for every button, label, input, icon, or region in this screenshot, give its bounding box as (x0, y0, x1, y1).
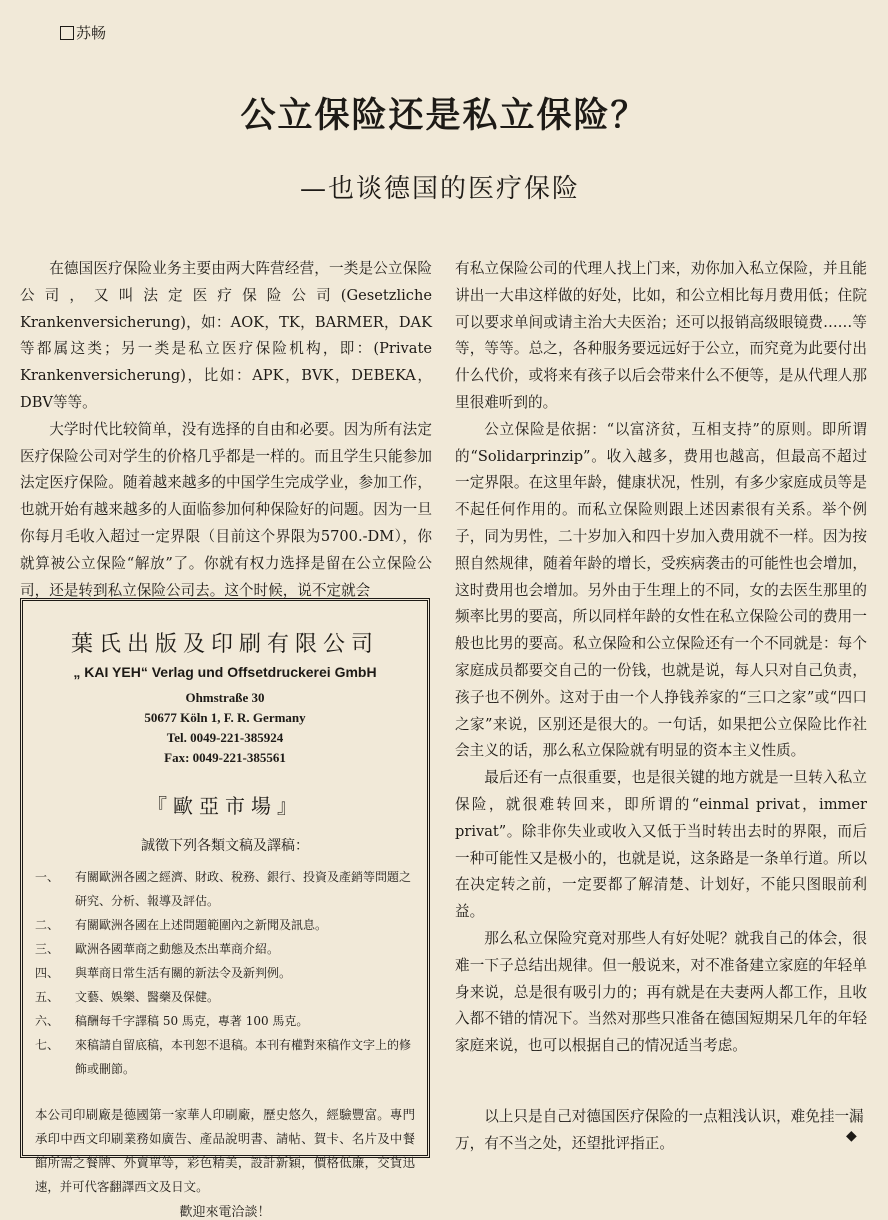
ad-footer-text: 本公司印刷廠是德國第一家華人印刷廠，歷史悠久，經驗豐富。專門承印中西文印刷業務如廣告、產品說明書、請帖、賀卡、名片及中餐館所需之餐牌、外賣單等，彩色精美，設計新穎，價格低廉，交貨迅速，并可代客翻譯西文及日文。 (35, 1107, 415, 1194)
checkbox-glyph-icon (60, 26, 74, 40)
author-name: 苏畅 (76, 24, 107, 42)
right-column (455, 256, 867, 1060)
paragraph: 最后还有一点很重要，也是很关键的地方就是一旦转入私立保险，就很难转回来，即所谓的“einmal privat，immer privat”。除非你失业或收入又低于当时转出去时的界限，而后一种可能性又是极小的，也就是说，这条路是一条单行道。所以在决定转之前，一定要都了解清楚、计划好，不能只图眼前利益。 (455, 769, 867, 921)
paragraph: 以上只是自己对德国医疗保险的一点粗浅认识，难免挂一漏万，有不当之处，还望批评指正。 (455, 1108, 864, 1152)
ad-item: 七、 來稿請自留底稿，本刊恕不退稿。本刊有權對來稿作文字上的修飾或刪節。 (35, 1038, 412, 1076)
paragraph: 公立保险是依据：“以富济贫，互相支持”的原则。即所谓的“Solidarprinzip”。收入越多，费用也越高，但最高不超过一定界限。在这里年龄，健康状况，性别，有多少家庭成员等是不起任何作用的。而私立保险则跟上述因素很有关系。举个例子，同为男性，二十岁加入和四十岁加入费用就不一样。因为按照自然规律，随着年龄的增长，受疾病袭击的可能性也会增加，这时费用也会增加。另外由于生理上的不同，女的去医生那里的频率比男的要高，所以同样年龄的女性在私立保险公司的费用一般也比男的要高。私立保险和公立保险还有一个不同就是：每个家庭成员都要交自己的一份钱，也就是说，每人只对自己负责，孩子也不例外。这对于由一个人挣钱养家的“三口之家”或“四口之家”来说，区别还是很大的。一句话，如果把公立保险比作社会主义的话，那么私立保险就有明显的资本主义性质。 (455, 420, 867, 760)
closing-paragraph (455, 1104, 875, 1158)
paragraph: 大学时代比较简单，没有选择的自由和必要。因为所有法定医疗保险公司对学生的价格几乎都是一样的。而且学生只能参加法定医疗保险。随着越来越多的中国学生完成学业，参加工作，也就开始有越来越多的人面临参加何种保险好的问题。因为一旦你每月毛收入超过一定界限（目前这个界限为5700.-DM），你就算被公立保险“解放”了。你就有权力选择是留在公立保险公司，还是转到私立保险公司去。这个时候，说不定就会 (20, 420, 432, 599)
author-byline (60, 22, 106, 43)
paragraph: 有私立保险公司的代理人找上门来，劝你加入私立保险，并且能讲出一大串这样做的好处，比如，和公立相比每月费用低；住院可以要求单间或请主治大夫医治；还可以报销高级眼镜费……等等，等等。总之，各种服务要远远好于公立，而究竟为此要付出什么代价，或将来有孩子以后会带来什么不便等，是从代理人那里很难听到的。 (455, 260, 867, 411)
ad-address (35, 688, 415, 768)
ad-street: Ohmstraße 30 (185, 690, 265, 705)
article-title: 公立保险还是私立保险？ (240, 96, 648, 136)
ad-tel: Tel. 0049-221-385924 (166, 730, 284, 745)
ad-company-name: 葉氏出版及印刷有限公司 (70, 632, 379, 657)
ad-item: 四、 與華商日常生活有關的新法令及新判例。 (35, 966, 292, 980)
ad-item: 六、 稿酬每千字譯稿 50 馬克，專著 100 馬克。 (35, 1014, 309, 1028)
end-mark-icon: ◆ (846, 1128, 857, 1144)
left-column (20, 256, 432, 604)
ad-fax: Fax: 0049-221-385561 (164, 750, 286, 765)
ad-heading: 誠徵下列各類文稿及譯稿： (141, 838, 309, 854)
paragraph: 那么私立保险究竟对那些人有好处呢？就我自己的体会，很难一下子总结出规律。但一般说来，对不准备建立家庭的年轻单身来说，总是很有吸引力的；再有就是在夫妻两人都工作，且收入都不错的情况下。当然对那些只准备在德国短期呆几年的年轻家庭来说，也可以根据自己的情况适当考虑。 (455, 929, 867, 1055)
ad-welcome: 歡迎來電洽談！ (179, 1205, 271, 1220)
ad-company-german: „ KAI YEH“ Verlag und Offsetdruckerei GmbH (73, 664, 377, 680)
paragraph: 在德国医疗保险业务主要由两大阵营经营，一类是公立保险公司，又叫法定医疗保险公司(Gesetzliche Krankenversicherung)，如：AOK，TK，BARMER，DAK等都属这类；另一类是私立医疗保险机构，即：(Private Krankenversicherung)，比如：APK，BVK，DEBEKA，DBV等等。 (20, 260, 432, 411)
article-subtitle: —也谈德国的医疗保险 (300, 174, 581, 204)
ad-item: 二、 有關歐洲各國在上述問題範圍內之新聞及訊息。 (35, 918, 328, 932)
advertisement-box (20, 598, 430, 1220)
ad-item: 三、 歐洲各國華商之動態及杰出華商介紹。 (35, 942, 280, 956)
ad-market-title: 『歐亞市場』 (147, 794, 303, 818)
ad-city: 50677 Köln 1, F. R. Germany (144, 710, 306, 725)
ad-item: 一、 有關歐洲各國之經濟、財政、稅務、銀行、投資及產銷等問題之研究、分析、報導及評估。 (35, 870, 412, 908)
ad-item: 五、 文藝、娛樂、醫藥及保健。 (35, 990, 220, 1004)
ad-items (35, 865, 415, 1081)
